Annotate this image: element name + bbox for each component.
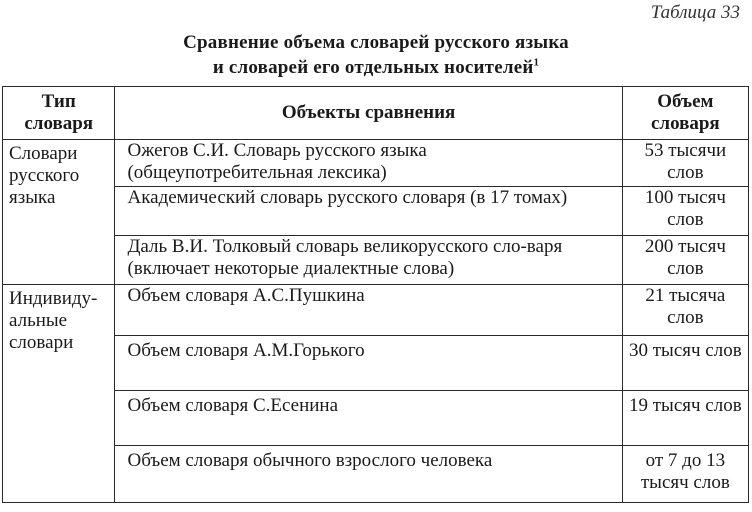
title-footnote-mark: 1 [533,56,540,69]
table-row [3,187,749,236]
table-row [3,140,749,187]
group-type-line: русского [9,165,80,186]
size-cell: 19 тысяч слов [622,391,748,446]
object-cell: Объем словаря С.Есенина [115,391,622,446]
title-line-2 [0,55,752,80]
comparison-table [2,86,749,503]
title-line-1: Сравнение объема словарей русского языка [183,32,569,53]
table-row [3,236,749,285]
object-cell: Объем словаря А.М.Горького [115,336,622,391]
table-title [0,30,752,80]
table-row [3,336,749,391]
object-cell: Объем словаря обычного взрослого человека [115,446,622,503]
group-type-line: языка [9,187,56,208]
header-dictionary-size: Объем словаря [622,87,748,140]
group-type-line: Индивиду- [9,288,98,309]
object-cell: Даль В.И. Толковый словарь великорусского сло-варя (включает некоторые диалектные слова) [115,236,622,285]
group-type-line: Словари [9,143,78,164]
size-cell: 30 тысяч слов [622,336,748,391]
object-cell: Объем словаря А.С.Пушкина [115,285,622,336]
group-type-line: альные [9,310,68,331]
header-dictionary-type: Тип словаря [3,87,115,140]
table-row [3,446,749,503]
object-cell: Ожегов С.И. Словарь русского языка (общеупотребительная лексика) [115,140,622,187]
group-type-line: словари [9,332,74,353]
header-row [3,87,749,140]
group-type-individual [3,285,115,503]
size-cell: 21 тысяча слов [622,285,748,336]
size-cell: 100 тысяч слов [622,187,748,236]
table-row [3,285,749,336]
title-line-2-text: и словарей его отдельных носителей [212,57,534,78]
header-comparison-objects: Объекты сравнения [115,87,622,140]
size-cell: 200 тысяч слов [622,236,748,285]
size-cell: 53 тысячи слов [622,140,748,187]
size-cell: от 7 до 13 тысяч слов [622,446,748,503]
table-number-label: Таблица 33 [650,2,740,23]
group-type-russian-language [3,140,115,285]
table-row [3,391,749,446]
object-cell: Академический словарь русского словаря (в 17 томах) [115,187,622,236]
